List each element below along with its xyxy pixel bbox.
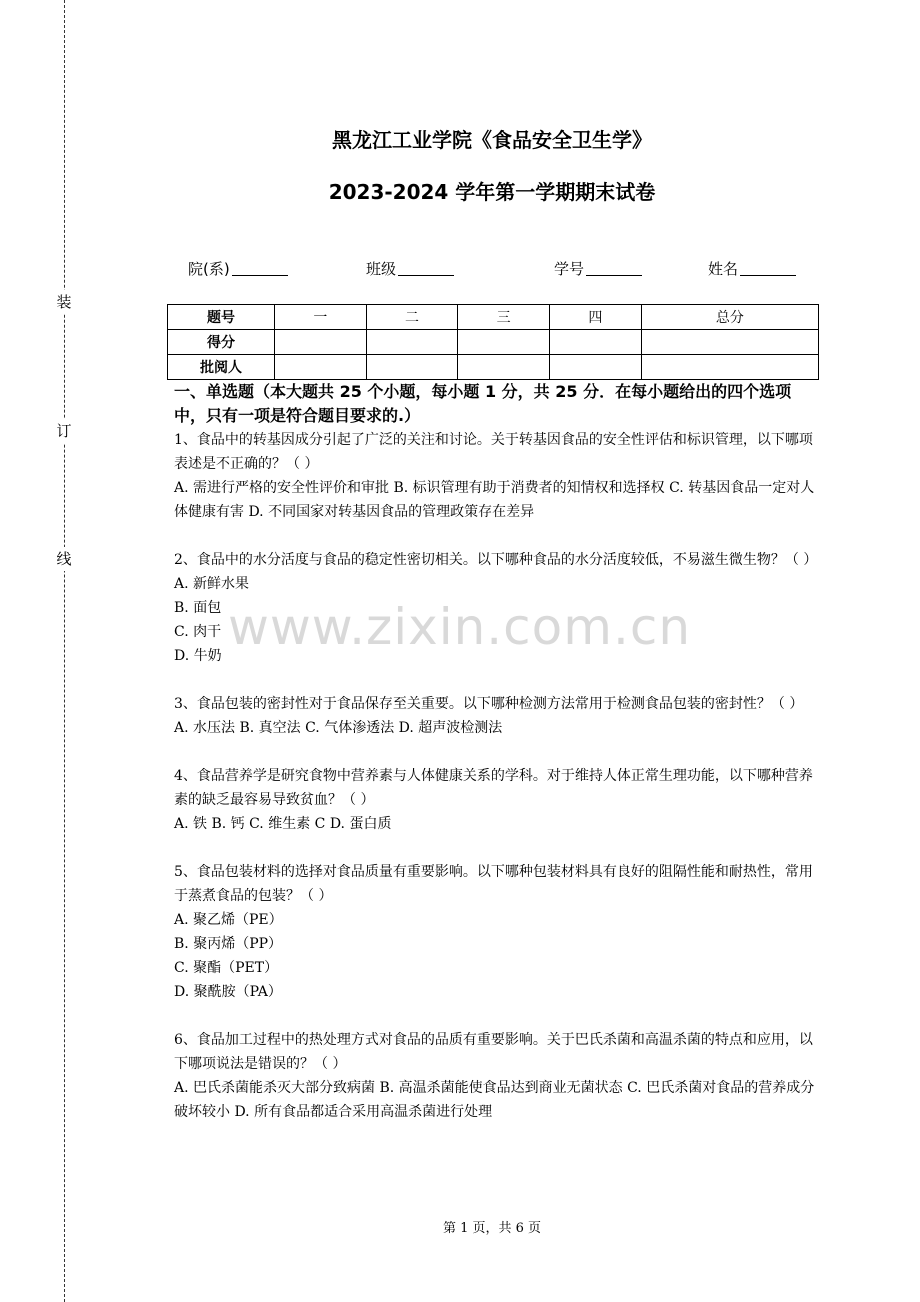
question-5 [174,860,820,1004]
question-2 [174,548,820,668]
watermark-text: www.zixin.com.cn [228,598,692,656]
question-content [174,380,820,1124]
score-table-row [168,330,819,355]
name-blank [740,259,796,276]
table-cell [550,330,642,355]
question-3 [174,692,820,740]
question-4 [174,764,820,836]
table-cell [366,330,458,355]
question-option: A. 水压法 B. 真空法 C. 气体渗透法 D. 超声波检测法 [174,720,503,736]
question-6 [174,1028,820,1124]
question-stem: 6、食品加工过程中的热处理方式对食品的品质有重要影响。关于巴氏杀菌和高温杀菌的特点和应用，以下哪项说法是错误的？（ ） [174,1032,813,1072]
table-cell: 总分 [641,305,818,330]
question-option: C. 聚酯（PET） [174,960,279,976]
student-id-label: 学号 [554,260,585,278]
question-stem: 1、食品中的转基因成分引起了广泛的关注和讨论。关于转基因食品的安全性评估和标识管理，以下哪项表述是不正确的？（ ） [174,432,813,472]
table-cell [550,355,642,380]
table-cell: 一 [275,305,367,330]
table-cell: 得分 [168,330,275,355]
binding-char-xian: 线 [52,547,76,571]
binding-char-ding: 订 [52,419,76,443]
table-cell [641,355,818,380]
name-label: 姓名 [708,260,739,278]
question-option: B. 聚丙烯（PP） [174,936,283,952]
question-stem: 4、食品营养学是研究食物中营养素与人体健康关系的学科。对于维持人体正常生理功能，以下哪种营养素的缺乏最容易导致贫血？（ ） [174,768,813,808]
table-cell: 二 [366,305,458,330]
question-1 [174,428,820,524]
dept-label: 院(系) [188,260,230,278]
table-cell [458,355,550,380]
question-option: D. 牛奶 [174,648,222,664]
class-field [366,258,454,279]
question-option: B. 面包 [174,600,222,616]
question-stem: 5、食品包装材料的选择对食品质量有重要影响。以下哪种包装材料具有良好的阻隔性能和耐热性，常用于蒸煮食品的包装？（ ） [174,864,813,904]
dept-blank [232,259,288,276]
question-stem: 2、食品中的水分活度与食品的稳定性密切相关。以下哪种食品的水分活度较低，不易滋生微生物？（ ） [174,552,818,568]
table-cell [366,355,458,380]
question-option: A. 需进行严格的安全性评价和审批 B. 标识管理有助于消费者的知情权和选择权 C. 转基因食品一定对人体健康有害 D. 不同国家对转基因食品的管理政策存在差异 [174,480,815,520]
class-label: 班级 [366,260,397,278]
table-cell: 批阅人 [168,355,275,380]
table-cell: 四 [550,305,642,330]
question-option: A. 铁 B. 钙 C. 维生素 C D. 蛋白质 [174,816,392,832]
class-blank [398,259,454,276]
exam-subtitle: 2023-2024 学年第一学期期末试卷 [328,180,656,204]
student-id-blank [586,259,642,276]
table-cell [458,330,550,355]
student-id-field [554,258,642,279]
question-option: A. 巴氏杀菌能杀灭大部分致病菌 B. 高温杀菌能使食品达到商业无菌状态 C. 巴氏杀菌对食品的营养成分破坏较小 D. 所有食品都适合采用高温杀菌进行处理 [174,1080,815,1120]
table-cell [275,355,367,380]
score-table-row [168,355,819,380]
question-option: A. 新鲜水果 [174,576,250,592]
score-table-row [168,305,819,330]
table-cell [275,330,367,355]
binding-char-zhuang: 装 [52,290,76,314]
table-cell: 三 [458,305,550,330]
question-option: D. 聚酰胺（PA） [174,984,282,1000]
score-table [167,304,819,380]
name-field [708,258,796,279]
table-cell [641,330,818,355]
exam-title: 黑龙江工业学院《食品安全卫生学》 [332,128,652,152]
question-stem: 3、食品包装的密封性对于食品保存至关重要。以下哪种检测方法常用于检测食品包装的密封性？（ ） [174,696,804,712]
dept-field [188,258,288,279]
question-option: C. 肉干 [174,624,222,640]
question-option: A. 聚乙烯（PE） [174,912,283,928]
table-cell: 题号 [168,305,275,330]
page-footer: 第 1 页，共 6 页 [442,1221,542,1236]
section-heading: 一、单选题（本大题共 25 个小题，每小题 1 分，共 25 分．在每小题给出的四个选项中，只有一项是符合题目要求的.） [174,382,792,425]
